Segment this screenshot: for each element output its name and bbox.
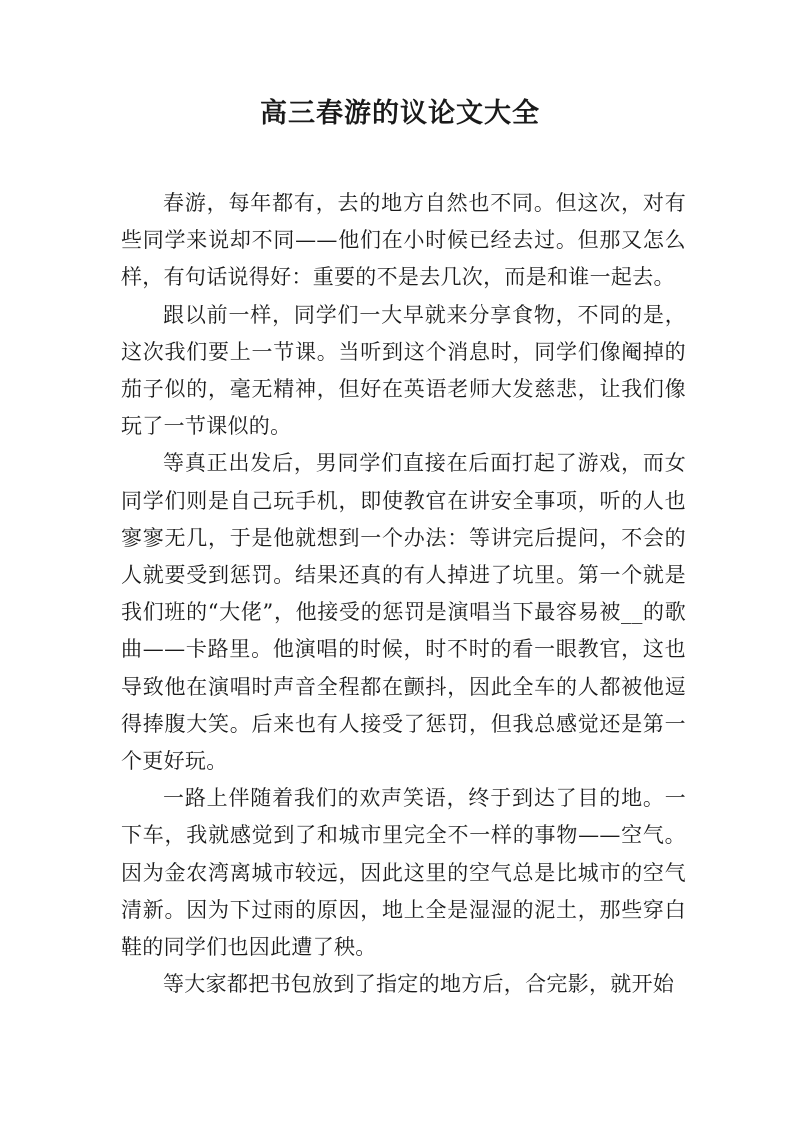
paragraph-2: 跟以前一样，同学们一大早就来分享食物，不同的是，这次我们要上一节课。当听到这个消息时，同学们像阉掉的茄子似的，毫无精神，但好在英语老师大发慈悲，让我们像玩了一节课似的。 xyxy=(121,302,686,439)
paragraph-4: 一路上伴随着我们的欢声笑语，终于到达了目的地。一下车，我就感觉到了和城市里完全不一样的事物——空气。因为金农湾离城市较远，因此这里的空气总是比城市的空气清新。因为下过雨的原因，地上全是湿湿的泥土，那些穿白鞋的同学们也因此遭了秧。 xyxy=(121,786,686,960)
paragraph-1: 春游，每年都有，去的地方自然也不同。但这次，对有些同学来说却不同——他们在小时候已经去过。但那又怎么样，有句话说得好：重要的不是去几次，而是和谁一起去。 xyxy=(121,191,686,290)
document-title: 高三春游的议论文大全 xyxy=(260,98,540,129)
document-body xyxy=(121,185,686,1003)
paragraph-5: 等大家都把书包放到了指定的地方后，合完影，就开始 xyxy=(163,972,675,997)
paragraph-3: 等真正出发后，男同学们直接在后面打起了游戏，而女同学们则是自己玩手机，即使教官在讲安全事项，听的人也寥寥无几，于是他就想到一个办法：等讲完后提问，不会的人就要受到惩罚。结果还真的有人掉进了坑里。第一个就是我们班的“大佬”，他接受的惩罚是演唱当下最容易被__的歌曲——卡路里。他演唱的时候，时不时的看一眼教官，这也导致他在演唱时声音全程都在颤抖，因此全车的人都被他逗得捧腹大笑。后来也有人接受了惩罚，但我总感觉还是第一个更好玩。 xyxy=(121,451,686,774)
